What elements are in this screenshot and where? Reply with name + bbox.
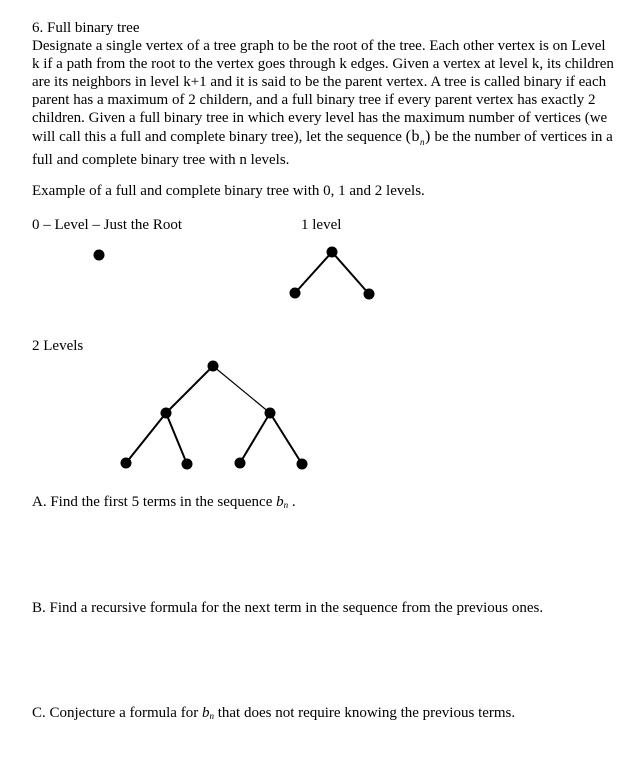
label-level-1: 1 level [301, 217, 342, 233]
tree1-right-node [364, 289, 375, 300]
tree1-left-node [290, 288, 301, 299]
tree2-edge-right-left [240, 413, 270, 463]
tree-level-0 [94, 250, 105, 261]
label-level-0: 0 – Level – Just the Root [32, 217, 182, 233]
tree1-root-node [327, 247, 338, 258]
tree2-edge-left-left [126, 413, 166, 463]
tree2-edge-root-right [213, 366, 270, 413]
sequence-notation: $(b_n)$ [405, 127, 431, 147]
tree2-left-node [161, 408, 172, 419]
intro-text-start: Designate a single vertex of a tree graph to be the root of the tree. Each other vertex is on Level k if a path from the root to the vertex goes through k edges. Given a vertex at level k, its children are its neighbors in level k+1 and it is said to be the parent vertex. A tree is called binary if each parent has a maximum of 2 childern, and a full binary tree if every parent vertex has exactly 2 children. Given a full binary tree in which every level has the maximum number of vertices (we will call this a full and complete binary tree), let the sequence [32, 38, 614, 145]
tree-level-2 [121, 361, 308, 470]
tree2-leaf-4 [297, 459, 308, 470]
question-a-variable: $b_n$ [276, 494, 289, 510]
problem-heading: 6. Full binary tree [32, 20, 140, 36]
intro-text-end: be the number of vertices in a full and complete binary tree with n levels. [32, 128, 613, 168]
question-c: C. Conjecture a formula for $b_n$ that does not require knowing the previous terms. [32, 705, 516, 721]
tree2-leaf-3 [235, 458, 246, 469]
question-b: B. Find a recursive formula for the next term in the sequence from the previous ones. [32, 600, 544, 616]
tree1-edge-left [295, 252, 332, 293]
tree-level-1 [290, 247, 375, 300]
tree2-edge-root-left [166, 366, 213, 413]
tree2-leaf-1 [121, 458, 132, 469]
tree2-leaf-2 [182, 459, 193, 470]
tree1-edge-right [332, 252, 369, 294]
tree2-edge-right-right [270, 413, 302, 464]
example-caption: Example of a full and complete binary tree with 0, 1 and 2 levels. [32, 183, 425, 199]
tree2-right-node [265, 408, 276, 419]
tree2-edge-left-right [166, 413, 187, 464]
tree0-root-node [94, 250, 105, 261]
question-c-variable: $b_n$ [201, 705, 214, 721]
question-a: A. Find the first 5 terms in the sequence $b_n$ . [32, 494, 296, 510]
label-level-2: 2 Levels [32, 338, 84, 354]
tree2-root-node [208, 361, 219, 372]
